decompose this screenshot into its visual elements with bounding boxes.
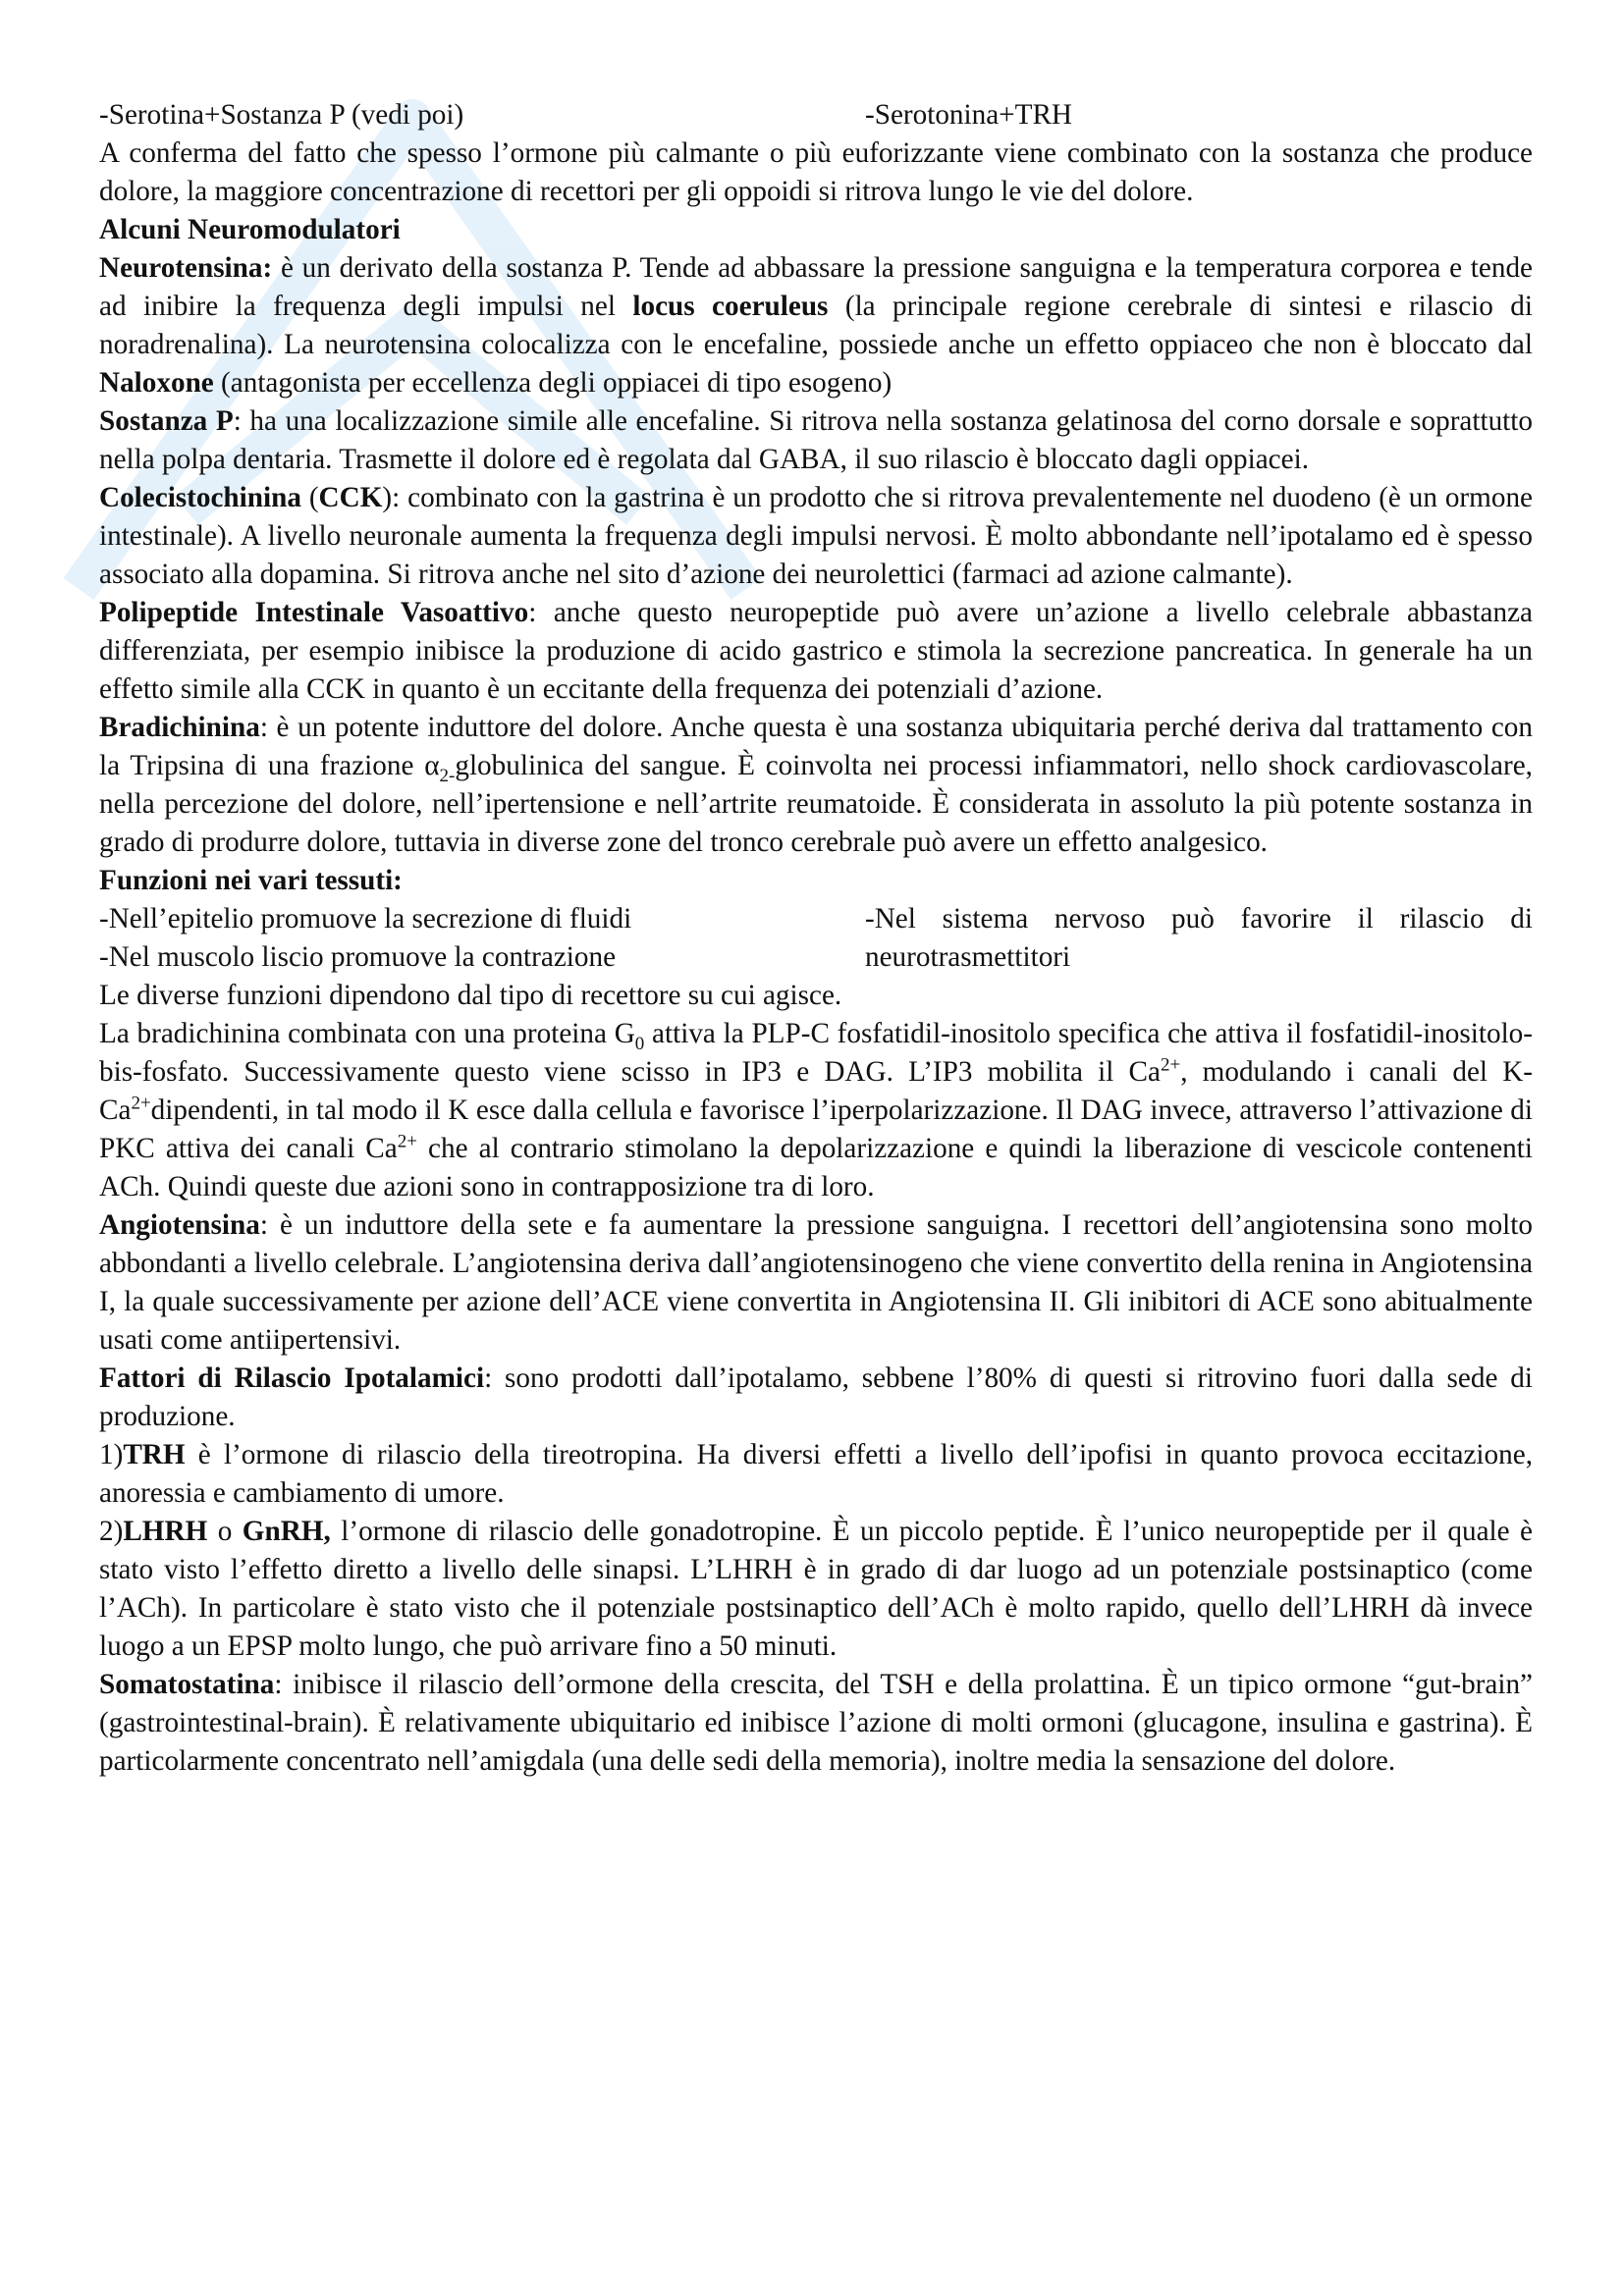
funzioni-after: Le diverse funzioni dipendono dal tipo di recettore su cui agisce. bbox=[99, 980, 842, 1011]
gnrh-term: GnRH, bbox=[242, 1516, 331, 1547]
neurotensina-term: Neurotensina: bbox=[99, 252, 273, 284]
fattori-paragraph: Fattori di Rilascio Ipotalamici: sono prodotti dall’ipotalamo, sebbene l’80% di questi si ritrovino fuori dalla sede di produzione. bbox=[99, 1362, 1533, 1432]
funzioni-sistema-nervoso: -Nel sistema nervoso può favorire il rilascio di neurotrasmettitori bbox=[865, 903, 1533, 973]
funzioni-epitelio: -Nell’epitelio promuove la secrezione di fluidi bbox=[99, 903, 632, 934]
sostanza-p-term: Sostanza P bbox=[99, 405, 234, 437]
funzioni-muscolo: -Nel muscolo liscio promuove la contrazione bbox=[99, 941, 617, 973]
trh-term: TRH bbox=[123, 1439, 186, 1470]
trh-paragraph: 1)TRH è l’ormone di rilascio della tireotropina. Ha diversi effetti a livello dell’ipofisi in quanto provoca eccitazione, anoressia e cambiamento di umore. bbox=[99, 1439, 1533, 1509]
opioid-combination-left: -Serotina+Sostanza P (vedi poi) bbox=[99, 99, 464, 131]
funzioni-left bbox=[99, 900, 786, 977]
fattori-term: Fattori di Rilascio Ipotalamici bbox=[99, 1362, 485, 1394]
vip-term: Polipeptide Intestinale Vasoattivo bbox=[99, 597, 529, 628]
opioid-combination-row bbox=[99, 96, 1533, 134]
naloxone-term: Naloxone bbox=[99, 367, 214, 399]
document-page bbox=[99, 96, 1533, 1781]
lhrh-paragraph: 2)LHRH o GnRH, l’ormone di rilascio delle gonadotropine. È un piccolo peptide. È l’unico neuropeptide per il quale è stato visto l’effetto diretto a livello delle sinapsi. L’LHRH è in grado di dar luogo ad un potenziale postsinaptico (come l’ACh). In particolare è stato visto che il potenziale postsinaptico dell’ACh è molto rapido, quello dell’LHRH dà invece luogo a un EPSP molto lungo, che può arrivare fino a 50 minuti. bbox=[99, 1516, 1533, 1662]
opioid-paragraph: A conferma del fatto che spesso l’ormone più calmante o più euforizzante viene combinato con la sostanza che produce dolore, la maggiore concentrazione di recettori per gli oppoidi si ritrova lungo le vie del dolore. bbox=[99, 137, 1533, 207]
neurotensina-paragraph: Neurotensina: è un derivato della sostanza P. Tende ad abbassare la pressione sanguigna e la temperatura corporea e tende ad inibire la frequenza degli impulsi nel locus coeruleus (la principale regione cerebrale di sintesi e rilascio di noradrenalina). La neurotensina colocalizza con le encefaline, possiede anche un effetto oppiaceo che non è bloccato dal Naloxone (antagonista per eccellenza degli oppiacei di tipo esogeno) bbox=[99, 252, 1533, 399]
meccanismo-paragraph: La bradichinina combinata con una proteina $G_0$ attiva la PLP-C fosfatidil-inositolo specifica che attiva il fosfatidil-inositolo-bis-fosfato. Successivamente questo viene scisso in IP3 e DAG. L’IP3 mobilita il $Ca^{2+}$, modulando i canali del K- $Ca^{2+}dipendenti$, in tal modo il K esce dalla cellula e favorisce l’iperpolarizzazione. Il DAG invece, attraverso l’attivazione di PKC attiva dei canali $Ca^{2+}$ che al contrario stimolano la depolarizzazione e quindi la liberazione di vescicole contenenti ACh. Quindi queste due azioni sono in contrapposizione tra di loro. bbox=[99, 1018, 1533, 1202]
funzioni-title: Funzioni nei vari tessuti: bbox=[99, 865, 403, 896]
opioid-combination-right: -Serotonina+TRH bbox=[865, 99, 1073, 131]
locus-coeruleus-term: locus coeruleus bbox=[632, 291, 829, 322]
sostanza-p-paragraph: Sostanza P: ha una localizzazione simile alle encefaline. Si ritrova nella sostanza gelatinosa del corno dorsale e soprattutto nella polpa dentaria. Trasmette il dolore ed è regolata dal GABA, il suo rilascio è bloccato dagli oppiacei. bbox=[99, 405, 1533, 475]
section-title: Alcuni Neuromodulatori bbox=[99, 214, 401, 245]
bradichinina-term: Bradichinina bbox=[99, 712, 260, 743]
cck-paragraph: Colecistochinina (CCK): combinato con la gastrina è un prodotto che si ritrova prevalentemente nel duodeno (è un ormone intestinale). A livello neuronale aumenta la frequenza degli impulsi nervosi. È molto abbondante nell’ipotalamo ed è spesso associato alla dopamina. Si ritrova anche nel sito d’azione dei neurolettici (farmaci ad azione calmante). bbox=[99, 482, 1533, 590]
funzioni-row bbox=[99, 900, 1533, 977]
cck-abbr: CCK bbox=[318, 482, 383, 513]
bradichinina-paragraph: Bradichinina: è un potente induttore del dolore. Anche questa è una sostanza ubiquitaria perché deriva dal trattamento con la Tripsina di una frazione $\alpha_{2-}globulinica$ del sangue. È coinvolta nei processi infiammatori, nello shock cardiovascolare, nella percezione del dolore, nell’ipertensione e nell’artrite reumatoide. È considerata in assoluto la più potente sostanza in grado di produrre dolore, tuttavia in diverse zone del tronco cerebrale può avere un effetto analgesico. bbox=[99, 712, 1533, 858]
angiotensina-term: Angiotensina bbox=[99, 1209, 260, 1241]
lhrh-term: LHRH bbox=[123, 1516, 208, 1547]
somatostatina-term: Somatostatina bbox=[99, 1669, 275, 1700]
cck-term: Colecistochinina bbox=[99, 482, 301, 513]
vip-paragraph: Polipeptide Intestinale Vasoattivo: anche questo neuropeptide può avere un’azione a livello celebrale abbastanza differenziata, per esempio inibisce la produzione di acido gastrico e stimola la secrezione pancreatica. In generale ha un effetto simile alla CCK in quanto è un eccitante della frequenza dei potenziali d’azione. bbox=[99, 597, 1533, 705]
angiotensina-paragraph: Angiotensina: è un induttore della sete e fa aumentare la pressione sanguigna. I recettori dell’angiotensina sono molto abbondanti a livello celebrale. L’angiotensina deriva dall’angiotensinogeno che viene convertito della renina in Angiotensina I, la quale successivamente per azione dell’ACE viene convertita in Angiotensina II. Gli inibitori di ACE sono abitualmente usati come antiipertensivi. bbox=[99, 1209, 1533, 1356]
somatostatina-paragraph: Somatostatina: inibisce il rilascio dell’ormone della crescita, del TSH e della prolattina. È un tipico ormone “gut-brain” (gastrointestinal-brain). È relativamente ubiquitario ed inibisce l’azione di molti ormoni (glucagone, insulina e gastrina). È particolarmente concentrato nell’amigdala (una delle sedi della memoria), inoltre media la sensazione del dolore. bbox=[99, 1669, 1533, 1777]
